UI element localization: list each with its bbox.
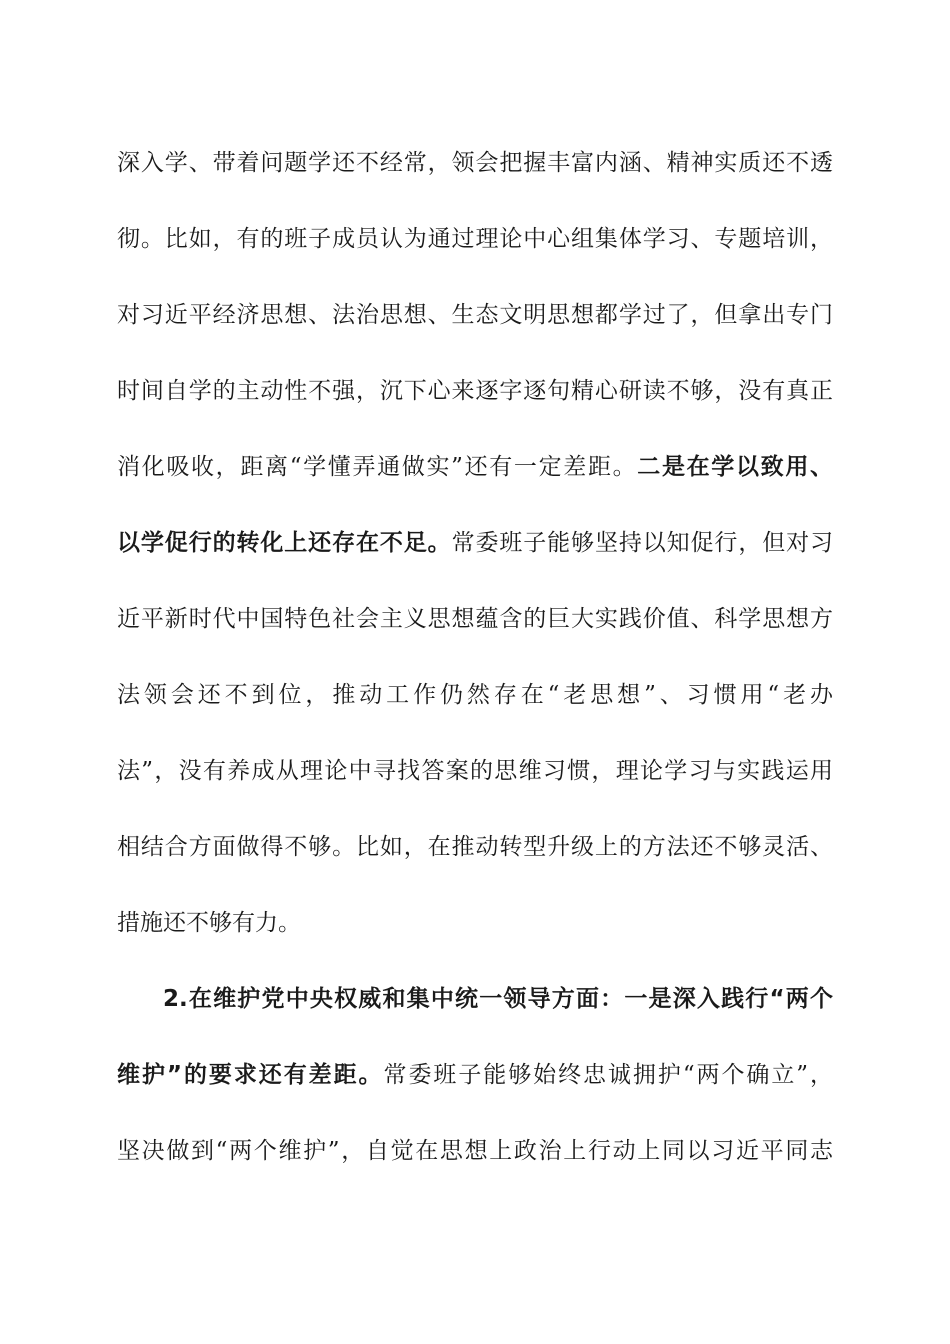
body-text: 常委班子能够坚持以知促行，但对习 <box>451 530 834 556</box>
text-line <box>117 298 833 332</box>
body-text: 法领会还不到位，推动工作仍然存在“老思想”、习惯用“老办 <box>117 682 833 708</box>
body-text: 近平新时代中国特色社会主义思想蕴含的巨大实践价值、科学思想方 <box>117 606 833 632</box>
body-text: 时间自学的主动性不强，沉下心来逐字逐句精心研读不够，没有真正 <box>117 378 833 404</box>
body-text: 相结合方面做得不够。比如，在推动转型升级上的方法还不够灵活、 <box>117 834 833 860</box>
text-line <box>117 754 833 788</box>
bold-text: 二是在学以致用、 <box>637 454 833 480</box>
body-text: 法”，没有养成从理论中寻找答案的思维习惯，理论学习与实践运用 <box>117 758 833 784</box>
body-text: 消化吸收，距离“学懂弄通做实”还有一定差距。 <box>117 454 638 480</box>
text-line <box>117 146 833 180</box>
text-line <box>117 526 833 560</box>
text-line <box>117 1058 833 1092</box>
body-text: 措施还不够有力。 <box>117 910 301 936</box>
body-text: 常委班子能够始终忠诚拥护“两个确立”， <box>383 1062 833 1088</box>
text-line <box>117 906 833 940</box>
text-line <box>117 678 833 712</box>
text-line <box>117 374 833 408</box>
bold-text: 维护”的要求还有差距。 <box>117 1062 384 1088</box>
body-text: 坚决做到“两个维护”，自觉在思想上政治上行动上同以习近平同志 <box>117 1138 833 1164</box>
text-line <box>117 222 833 256</box>
body-text: 对习近平经济思想、法治思想、生态文明思想都学过了，但拿出专门 <box>117 302 833 328</box>
text-line <box>117 830 833 864</box>
body-text: 彻。比如，有的班子成员认为通过理论中心组集体学习、专题培训， <box>117 226 833 252</box>
text-line <box>117 450 833 484</box>
bold-text: 2.在维护党中央权威和集中统一领导方面：一是深入践行“两个 <box>163 986 833 1012</box>
text-line <box>163 982 833 1016</box>
body-text: 深入学、带着问题学还不经常，领会把握丰富内涵、精神实质还不透 <box>117 150 833 176</box>
text-line <box>117 1134 833 1168</box>
text-line <box>117 602 833 636</box>
bold-text: 以学促行的转化上还存在不足。 <box>117 530 452 556</box>
